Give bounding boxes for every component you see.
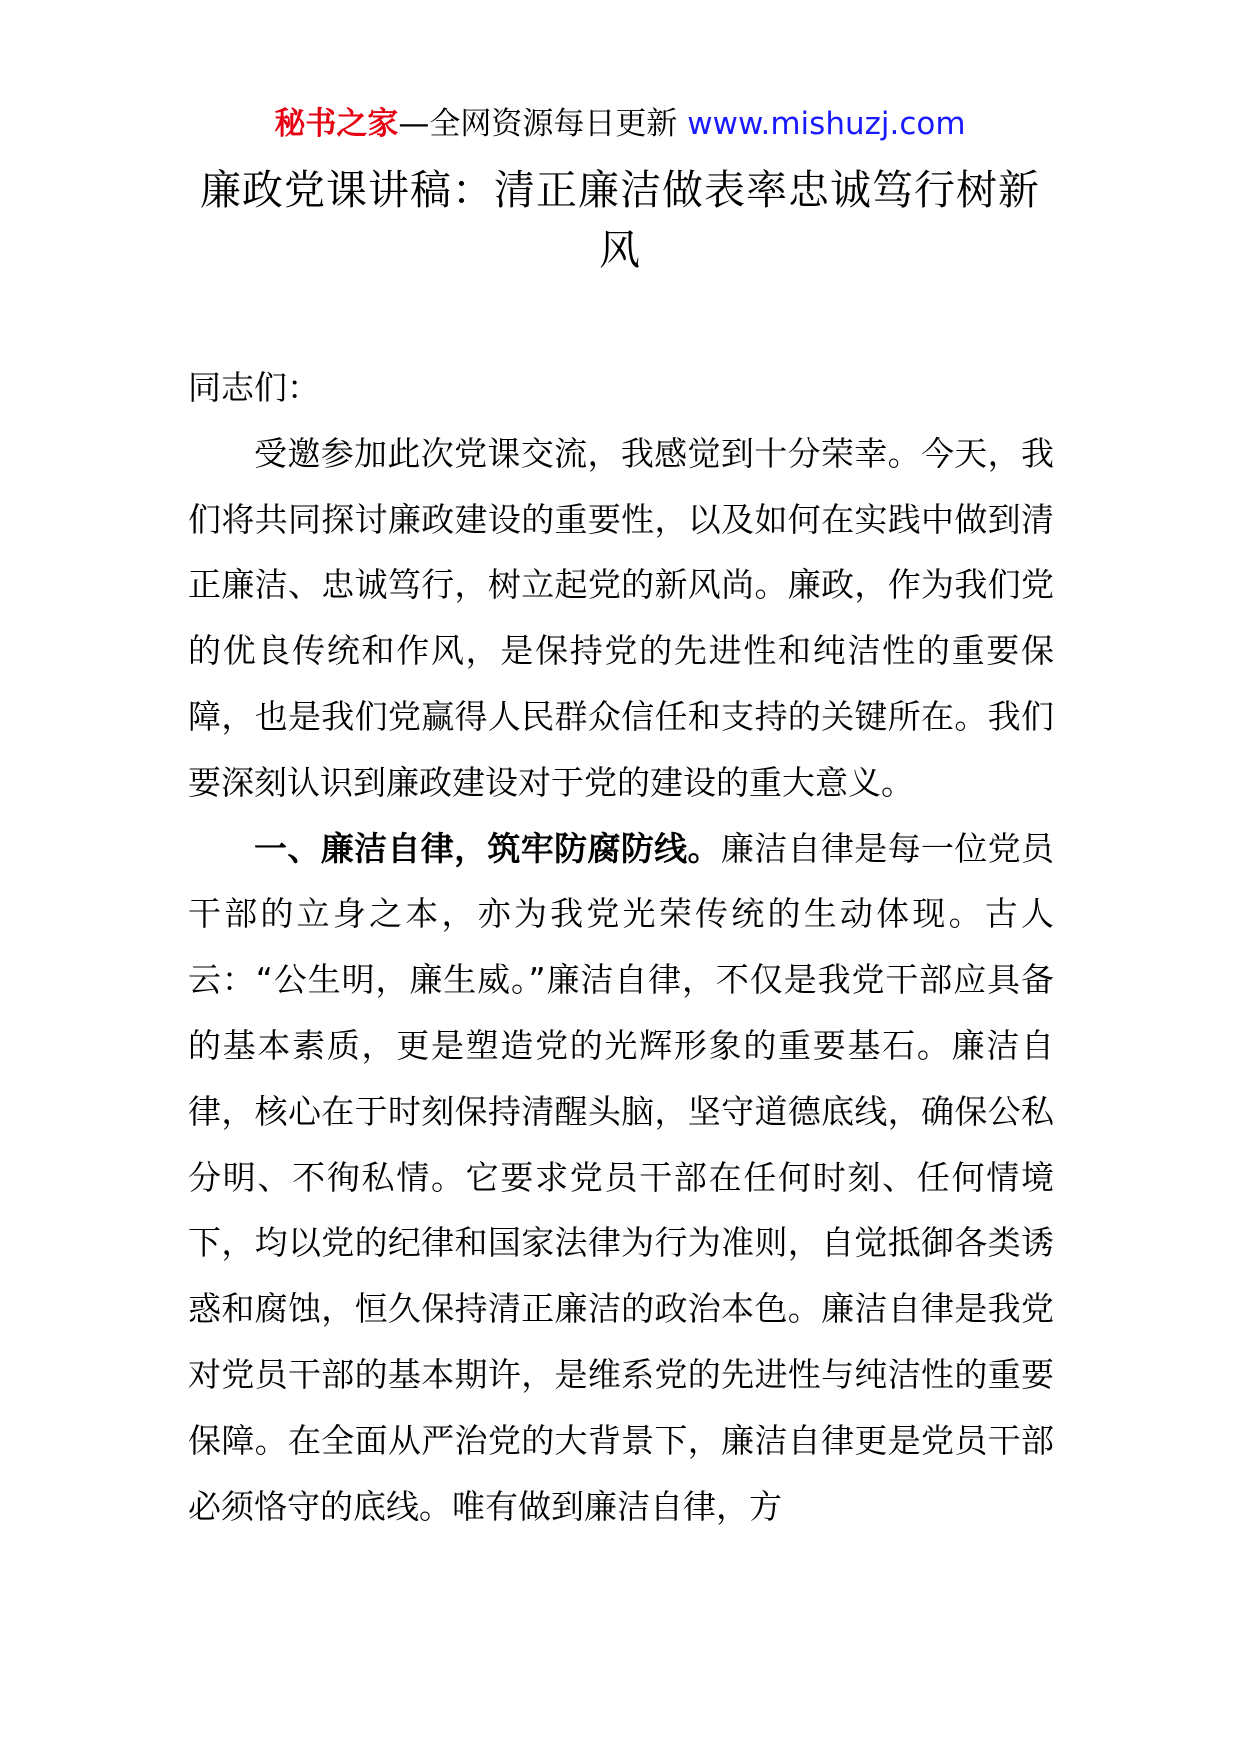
intro-paragraph: 受邀参加此次党课交流，我感觉到十分荣幸。今天，我们将共同探讨廉政建设的重要性，以及如何在实践中做到清正廉洁、忠诚笃行，树立起党的新风尚。廉政，作为我们党的优良传统和作风，是保持党的先进性和纯洁性的重要保障，也是我们党赢得人民群众信任和支持的关键所在。我们要深刻认识到廉政建设对于党的建设的重大意义。 [188,433,1054,802]
document-title: 廉政党课讲稿：清正廉洁做表率忠诚笃行树新风 [200,166,1040,274]
section-1-paragraph [188,816,1054,1540]
site-url-link[interactable]: www.mishuzj.com [687,106,966,142]
site-tagline: —全网资源每日更新 [398,106,688,142]
salutation: 同志们： [188,368,320,407]
site-brand: 秘书之家 [274,106,399,142]
section-1-heading: 一、廉洁自律，筑牢防腐防线。 [254,828,721,868]
site-header [0,104,1240,144]
section-1-text: 廉洁自律是每一位党员干部的立身之本，亦为我党光荣传统的生动体现。古人云：“公生明，廉生威。”廉洁自律，不仅是我党干部应具备的基本素质，更是塑造党的光辉形象的重要基石。廉洁自律，核心在于时刻保持清醒头脑，坚守道德底线，确保公私分明、不徇私情。它要求党员干部在任何时刻、任何情境下，均以党的纪律和国家法律为行为准则，自觉抵御各类诱惑和腐蚀，恒久保持清正廉洁的政治本色。廉洁自律是我党对党员干部的基本期许，是维系党的先进性与纯洁性的重要保障。在全面从严治党的大背景下，廉洁自律更是党员干部必须恪守的底线。唯有做到廉洁自律，方 [188,828,1055,1526]
document-body [188,355,1054,1539]
